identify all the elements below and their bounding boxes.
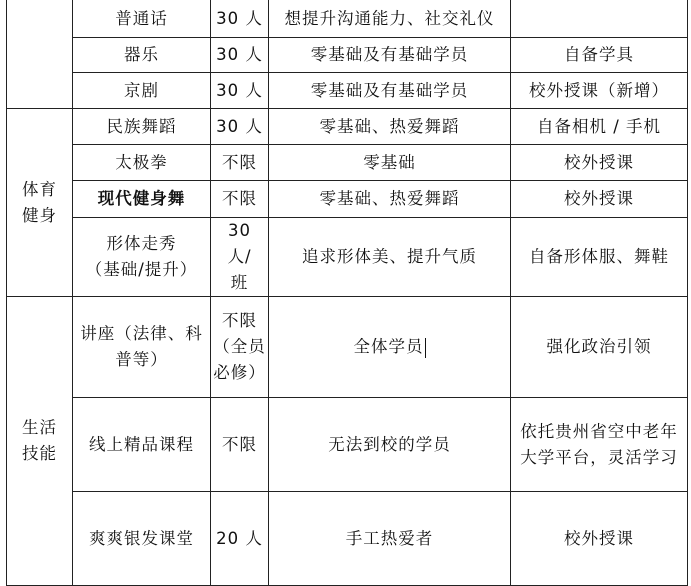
count-cell: 30 人 bbox=[211, 0, 269, 38]
table-row bbox=[7, 297, 688, 398]
count-cell: 20 人 bbox=[211, 492, 269, 586]
course-line: 形体走秀 bbox=[106, 234, 177, 253]
target-cell: 无法到校的学员 bbox=[269, 398, 511, 492]
note-line: 依托贵州省空中老年 bbox=[520, 421, 678, 441]
course-line: 讲座（法律、科 bbox=[80, 324, 203, 343]
category-cell-empty bbox=[7, 0, 73, 109]
note-cell: 校外授课 bbox=[511, 145, 688, 181]
target-cell: 零基础及有基础学员 bbox=[269, 38, 511, 73]
count-cell: 不限 bbox=[211, 398, 269, 492]
count-cell bbox=[211, 218, 269, 297]
course-cell: 器乐 bbox=[73, 38, 211, 73]
count-cell: 不限 bbox=[211, 181, 269, 218]
text-cursor bbox=[425, 338, 426, 358]
target-cell: 零基础及有基础学员 bbox=[269, 73, 511, 109]
course-cell bbox=[73, 218, 211, 297]
course-cell: 太极拳 bbox=[73, 145, 211, 181]
target-cell: 零基础、热爱舞蹈 bbox=[269, 109, 511, 145]
course-cell: 现代健身舞 bbox=[73, 181, 211, 218]
note-cell: 校外授课 bbox=[511, 492, 688, 586]
target-cell: 手工热爱者 bbox=[269, 492, 511, 586]
table-row bbox=[7, 218, 688, 297]
note-cell: 自备相机 / 手机 bbox=[511, 109, 688, 145]
count-cell: 30 人 bbox=[211, 109, 269, 145]
count-line: （全员 bbox=[213, 337, 266, 356]
category-cell-life bbox=[7, 297, 73, 586]
table-row bbox=[7, 109, 688, 145]
table-row bbox=[7, 0, 688, 38]
note-cell bbox=[511, 398, 688, 492]
target-cell bbox=[269, 297, 511, 398]
table-row bbox=[7, 398, 688, 492]
category-cell-sports bbox=[7, 109, 73, 297]
count-line: 必修） bbox=[213, 363, 266, 382]
course-cell: 普通话 bbox=[73, 0, 211, 38]
target-cell: 追求形体美、提升气质 bbox=[269, 218, 511, 297]
category-label-line: 体育 bbox=[22, 179, 57, 199]
category-label-line: 生活 bbox=[22, 418, 57, 437]
course-cell: 民族舞蹈 bbox=[73, 109, 211, 145]
count-cell: 30 人 bbox=[211, 38, 269, 73]
count-cell bbox=[211, 297, 269, 398]
count-line: 不限 bbox=[222, 311, 257, 330]
target-cell: 想提升沟通能力、社交礼仪 bbox=[269, 0, 511, 38]
note-cell: 强化政治引领 bbox=[511, 297, 688, 398]
target-text: 全体学员 bbox=[353, 337, 424, 356]
note-cell: 校外授课 bbox=[511, 181, 688, 218]
table-row bbox=[7, 145, 688, 181]
course-cell: 京剧 bbox=[73, 73, 211, 109]
table-row bbox=[7, 181, 688, 218]
count-line: 30 人/ bbox=[227, 221, 252, 266]
table-row bbox=[7, 73, 688, 109]
count-cell: 30 人 bbox=[211, 73, 269, 109]
count-cell: 不限 bbox=[211, 145, 269, 181]
table-row bbox=[7, 492, 688, 586]
note-cell: 校外授课（新增） bbox=[511, 73, 688, 109]
course-table bbox=[6, 0, 688, 586]
count-line: 班 bbox=[230, 273, 249, 292]
course-cell bbox=[73, 297, 211, 398]
note-line: 大学平台，灵活学习 bbox=[520, 447, 678, 467]
course-line: 普等） bbox=[115, 350, 168, 369]
note-cell: 自备学具 bbox=[511, 38, 688, 73]
course-cell: 线上精品课程 bbox=[73, 398, 211, 492]
course-cell: 爽爽银发课堂 bbox=[73, 492, 211, 586]
target-cell: 零基础 bbox=[269, 145, 511, 181]
category-label-line: 健身 bbox=[22, 205, 57, 225]
target-cell: 零基础、热爱舞蹈 bbox=[269, 181, 511, 218]
note-cell: 自备形体服、舞鞋 bbox=[511, 218, 688, 297]
course-line: （基础/提升） bbox=[85, 260, 198, 279]
note-cell bbox=[511, 0, 688, 38]
category-label-line: 技能 bbox=[22, 444, 57, 463]
table-row bbox=[7, 38, 688, 73]
